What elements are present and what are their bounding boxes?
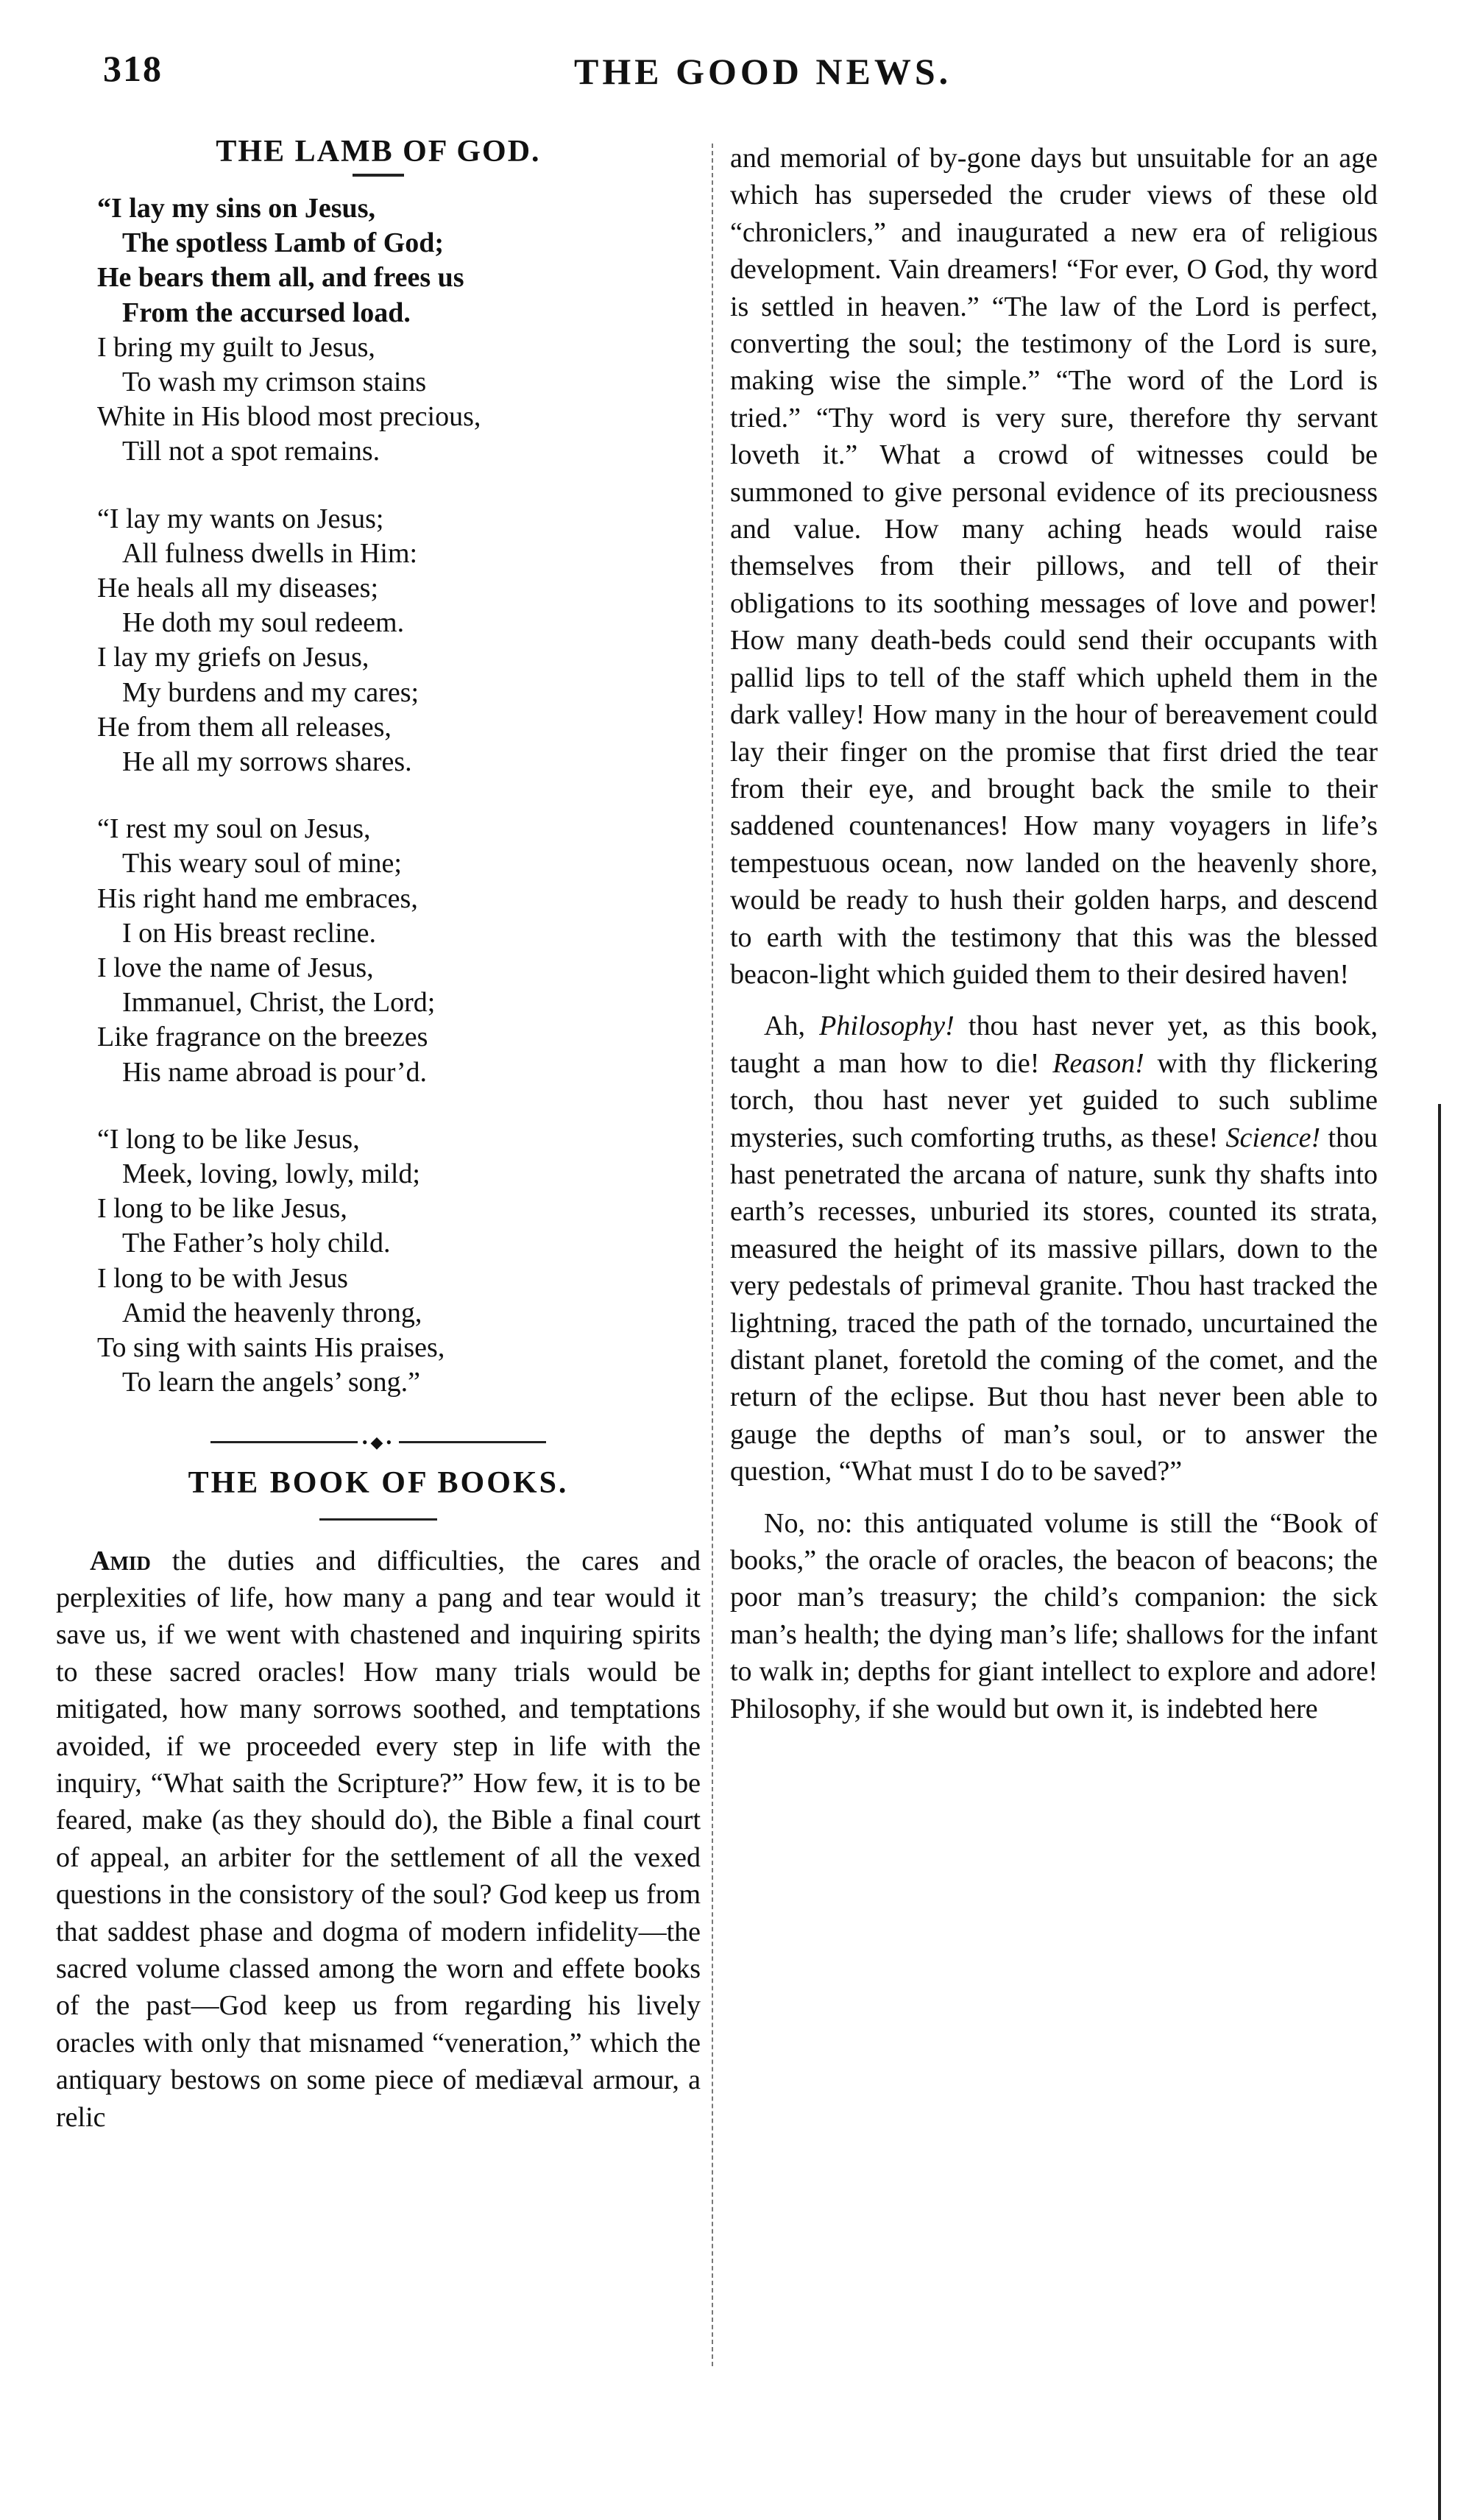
poem-line: I on His breast recline. bbox=[122, 917, 377, 949]
essay-title-rule bbox=[319, 1518, 437, 1521]
poem-line: I long to be with Jesus bbox=[97, 1262, 348, 1294]
poem-line: Amid the heavenly throng, bbox=[122, 1297, 422, 1328]
poem-line: “I lay my wants on Jesus; bbox=[97, 503, 384, 534]
column-divider bbox=[712, 144, 713, 2366]
paragraph-text: thou hast penetrated the arcana of nature, sunk thy shafts into earth’s recesses, unburied its stores, counted its strata, measured the height of its massive pillars, down to the very pedestals of primeval granite. Thou hast tracked the lightning, traced the path of the tornado, uncurtained the distant planet, foretold the coming of the comet, and the return of the eclipse. But thou hast never been able to gauge the depths of man’s soul, or to answer the question, “What must I do to be saved?” bbox=[730, 1122, 1378, 1487]
drop-word: Amid bbox=[90, 1545, 151, 1576]
poem-line: I long to be like Jesus, bbox=[97, 1193, 347, 1225]
essay-left-text bbox=[56, 1543, 701, 2137]
poem-line: He heals all my diseases; bbox=[97, 573, 379, 604]
poem-line: “I lay my sins on Jesus, bbox=[97, 193, 375, 224]
divider-ornament-icon: •◆• bbox=[361, 1432, 395, 1451]
divider-line bbox=[399, 1441, 546, 1443]
poem-line: The spotless Lamb of God; bbox=[122, 227, 445, 259]
poem-line: All fulness dwells in Him: bbox=[122, 537, 418, 569]
poem-line: He bears them all, and frees us bbox=[97, 262, 464, 294]
essay-title: THE BOOK OF BOOKS. bbox=[188, 1465, 569, 1500]
title-rule bbox=[353, 174, 404, 177]
emphasis-philosophy: Philosophy! bbox=[819, 1011, 955, 1042]
essay-paragraph-1 bbox=[56, 1543, 701, 2137]
poem-line: I bring my guilt to Jesus, bbox=[97, 331, 375, 363]
ornamental-divider bbox=[56, 1433, 701, 1452]
emphasis-science: Science! bbox=[1225, 1122, 1321, 1153]
poem-line: My burdens and my cares; bbox=[122, 676, 419, 708]
right-column bbox=[730, 140, 1378, 1742]
poem-title: THE LAMB OF GOD. bbox=[216, 135, 541, 169]
poem-line: His name abroad is pour’d. bbox=[122, 1056, 428, 1088]
left-column bbox=[56, 125, 701, 2151]
poem-line: Till not a spot remains. bbox=[122, 436, 380, 467]
poem-line: I lay my griefs on Jesus, bbox=[97, 642, 369, 673]
emphasis-reason: Reason! bbox=[1052, 1047, 1144, 1079]
poem-line: White in His blood most precious, bbox=[97, 401, 481, 433]
paragraph-text: Ah, bbox=[764, 1011, 820, 1042]
poem-line: The Father’s holy child. bbox=[122, 1228, 391, 1259]
poem-line: To learn the angels’ song.” bbox=[122, 1367, 420, 1398]
stanza-3 bbox=[56, 812, 701, 1090]
divider-line bbox=[210, 1441, 358, 1443]
poem-line: Meek, loving, lowly, mild; bbox=[122, 1158, 420, 1190]
poem-line: His right hand me embraces, bbox=[97, 882, 418, 914]
poem-line: Like fragrance on the breezes bbox=[97, 1022, 428, 1053]
page-edge-shadow bbox=[1438, 1104, 1441, 2520]
poem-line: He all my sorrows shares. bbox=[122, 746, 412, 778]
stanza-1 bbox=[56, 191, 701, 470]
paragraph-text: the duties and difficulties, the cares and perplexities of life, how many a pang and tear would it save us, if we went with chastened and inquiring spirits to these sacred oracles! How many trials would be mitigated, how many sorrows soothed, and temptations avoided, if we proceeded every step in life with the inquiry, “What saith the Scripture?” How few, it is to be feared, make (as they should do), the Bible a final court of appeal, an arbiter for the settlement of all the vexed questions in the consistory of the soul? God keep us from that saddest phase and dogma of modern infidelity—the sacred volume classed among the worn and effete books of the past—God keep us from regarding his lively oracles with only that misnamed “veneration,” which the antiquary bestows on some piece of mediæval armour, a relic bbox=[56, 1545, 701, 2133]
poem-line: To wash my crimson stains bbox=[122, 367, 427, 398]
poem-body bbox=[56, 191, 701, 1401]
running-title: THE GOOD NEWS. bbox=[574, 51, 952, 92]
poem-line: “I rest my soul on Jesus, bbox=[97, 813, 371, 845]
page-number: 318 bbox=[103, 48, 163, 89]
paragraph-text: with thy flickering torch, thou hast never yet guided to such sublime mysteries, such comforting truths, as these! bbox=[730, 1047, 1378, 1153]
essay-paragraph-3: No, no: this antiquated volume is still the “Book of books,” the oracle of oracles, the beacon of beacons; the poor man’s treasury; the child’s companion: the sick man’s health; the dying man’s life; shallows for the infant to walk in; depths for giant intellect to explore and adore! Philosophy, if she would but own it, is indebted here bbox=[730, 1507, 1378, 1724]
essay-right-text bbox=[730, 140, 1378, 1727]
poem-line: “I long to be like Jesus, bbox=[97, 1123, 360, 1155]
paragraph-text: thou hast never yet, as this book, taught a man how to die! bbox=[730, 1011, 1378, 1079]
poem-line: This weary soul of mine; bbox=[122, 848, 402, 879]
poem-line: Immanuel, Christ, the Lord; bbox=[122, 987, 436, 1019]
poem-line: He from them all releases, bbox=[97, 711, 392, 743]
poem-line: He doth my soul redeem. bbox=[122, 607, 405, 639]
essay-paragraph-2 bbox=[730, 1008, 1378, 1490]
stanza-4 bbox=[56, 1122, 701, 1401]
stanza-2 bbox=[56, 502, 701, 780]
poem-line: I love the name of Jesus, bbox=[97, 952, 374, 984]
essay-paragraph-1-continued: and memorial of by-gone days but unsuitable for an age which has superseded the cruder views of these old “chroniclers,” and inaugurated a new era of religious development. Vain dreamers! “For ever, O God, thy word is settled in heaven.” “The law of the Lord is perfect, converting the soul; the testimony of the Lord is sure, making wise the simple.” “The word of the Lord is tried.” “Thy word is very sure, therefore thy servant loveth it.” What a crowd of witnesses could be summoned to give personal evidence of its preciousness and value. How many aching heads would raise themselves from their pillows, and tell of their obligations to its soothing messages of love and power! How many death-beds could send their occupants with pallid lips to tell of the staff which upheld them in the dark valley! How many in the hour of bereavement could lay their finger on the promise that first dried the tear from their eye, and brought back the smile to their saddened countenances! How many voyagers in life’s tempestuous ocean, now landed on the heavenly shore, would be ready to hush their golden harps, and descend to earth with the testimony that this was the blessed beacon-light which guided them to their desired haven! bbox=[730, 143, 1378, 990]
poem-line: From the accursed load. bbox=[122, 297, 411, 328]
poem-line: To sing with saints His praises, bbox=[97, 1332, 445, 1364]
